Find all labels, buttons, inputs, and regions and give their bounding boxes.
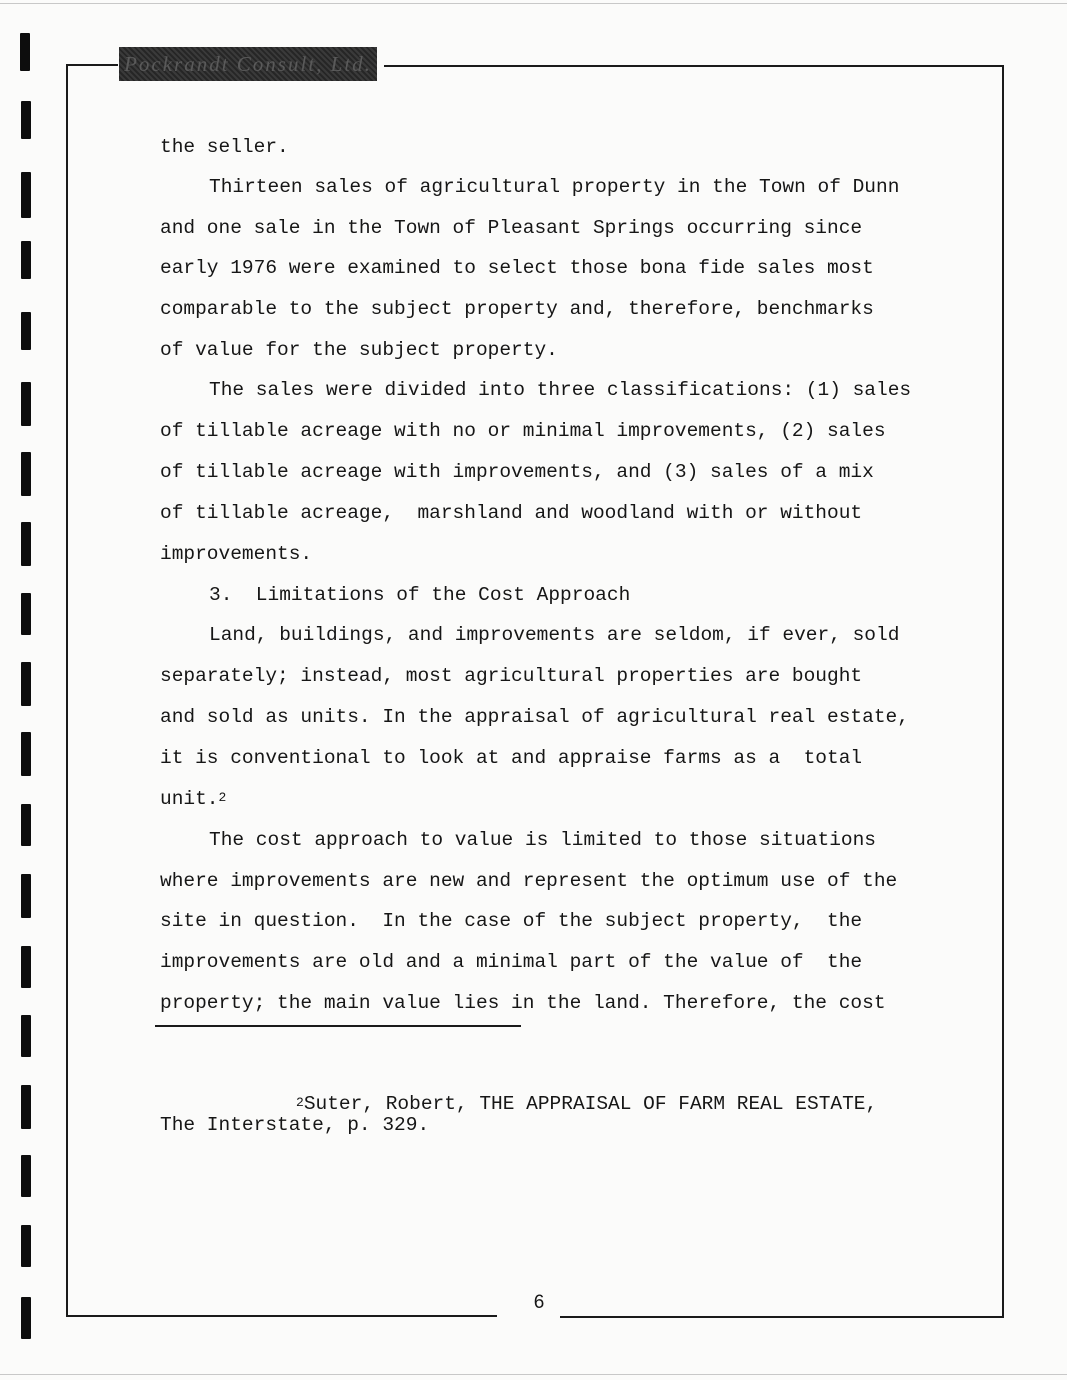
body-line: early 1976 were examined to select those bona fide sales most <box>160 257 874 279</box>
body-line: and one sale in the Town of Pleasant Springs occurring since <box>160 217 863 239</box>
footnote-reference: 2 <box>218 790 227 805</box>
body-line: property; the main value lies in the land. Therefore, the cost <box>160 992 886 1014</box>
binding-mark <box>21 662 31 706</box>
binding-mark <box>21 101 31 139</box>
frame-bottom-left <box>66 1315 497 1317</box>
body-line: site in question. In the case of the subject property, the <box>160 910 863 932</box>
body-line: it is conventional to look at and appraise farms as a total <box>160 747 863 769</box>
binding-mark <box>21 522 31 566</box>
body-line: separately; instead, most agricultural properties are bought <box>160 665 863 687</box>
binding-mark <box>21 312 31 350</box>
binding-mark <box>21 452 31 496</box>
scan-edge-bottom <box>0 1374 1067 1375</box>
binding-mark <box>21 382 31 426</box>
binding-mark <box>21 1225 31 1267</box>
frame-right <box>1002 65 1004 1318</box>
body-line: and sold as units. In the appraisal of agricultural real estate, <box>160 706 909 728</box>
body-line: the seller. <box>160 136 289 158</box>
body-line: unit. <box>160 788 219 810</box>
body-line: comparable to the subject property and, therefore, benchmarks <box>160 298 874 320</box>
frame-left <box>66 64 68 1317</box>
footnote-line-2: The Interstate, p. 329. <box>160 1114 430 1136</box>
body-line: of value for the subject property. <box>160 339 558 361</box>
binding-mark <box>21 172 31 218</box>
body-line: of tillable acreage with improvements, and (3) sales of a mix <box>160 461 874 483</box>
header-tab-label: Pockrandt Consult, Ltd. <box>124 51 372 76</box>
body-line-with-footnote-ref <box>160 787 226 813</box>
binding-mark <box>21 1085 31 1129</box>
binding-mark <box>21 1297 31 1339</box>
section-heading: 3. Limitations of the Cost Approach <box>209 584 631 606</box>
body-line: improvements are old and a minimal part of the value of the <box>160 951 863 973</box>
footnote-marker: 2 <box>296 1095 304 1110</box>
binding-mark <box>21 874 31 918</box>
body-line: of tillable acreage with no or minimal improvements, (2) sales <box>160 420 886 442</box>
binding-mark <box>21 1015 31 1057</box>
scan-edge-top <box>0 3 1067 4</box>
body-line: improvements. <box>160 543 313 565</box>
body-line: Thirteen sales of agricultural property in the Town of Dunn <box>209 176 900 198</box>
binding-mark <box>21 732 31 776</box>
frame-top-right <box>384 65 1004 67</box>
footnote-rule <box>155 1025 521 1027</box>
body-line: where improvements are new and represent the optimum use of the <box>160 870 898 892</box>
body-line: The cost approach to value is limited to those situations <box>209 829 877 851</box>
binding-mark <box>20 33 30 71</box>
page-number: 6 <box>533 1292 545 1313</box>
footnote-text: Suter, Robert, THE APPRAISAL OF FARM REAL ESTATE, <box>303 1093 878 1115</box>
binding-mark <box>21 1155 31 1197</box>
body-line: The sales were divided into three classifications: (1) sales <box>209 379 912 401</box>
binding-mark <box>21 241 31 279</box>
header-tab <box>119 47 377 81</box>
binding-mark <box>21 593 31 635</box>
binding-mark <box>21 946 31 988</box>
binding-mark <box>21 804 31 846</box>
body-line: Land, buildings, and improvements are seldom, if ever, sold <box>209 624 900 646</box>
body-line: of tillable acreage, marshland and woodland with or without <box>160 502 863 524</box>
frame-bottom-right <box>560 1316 1004 1318</box>
frame-top-left <box>66 64 118 66</box>
